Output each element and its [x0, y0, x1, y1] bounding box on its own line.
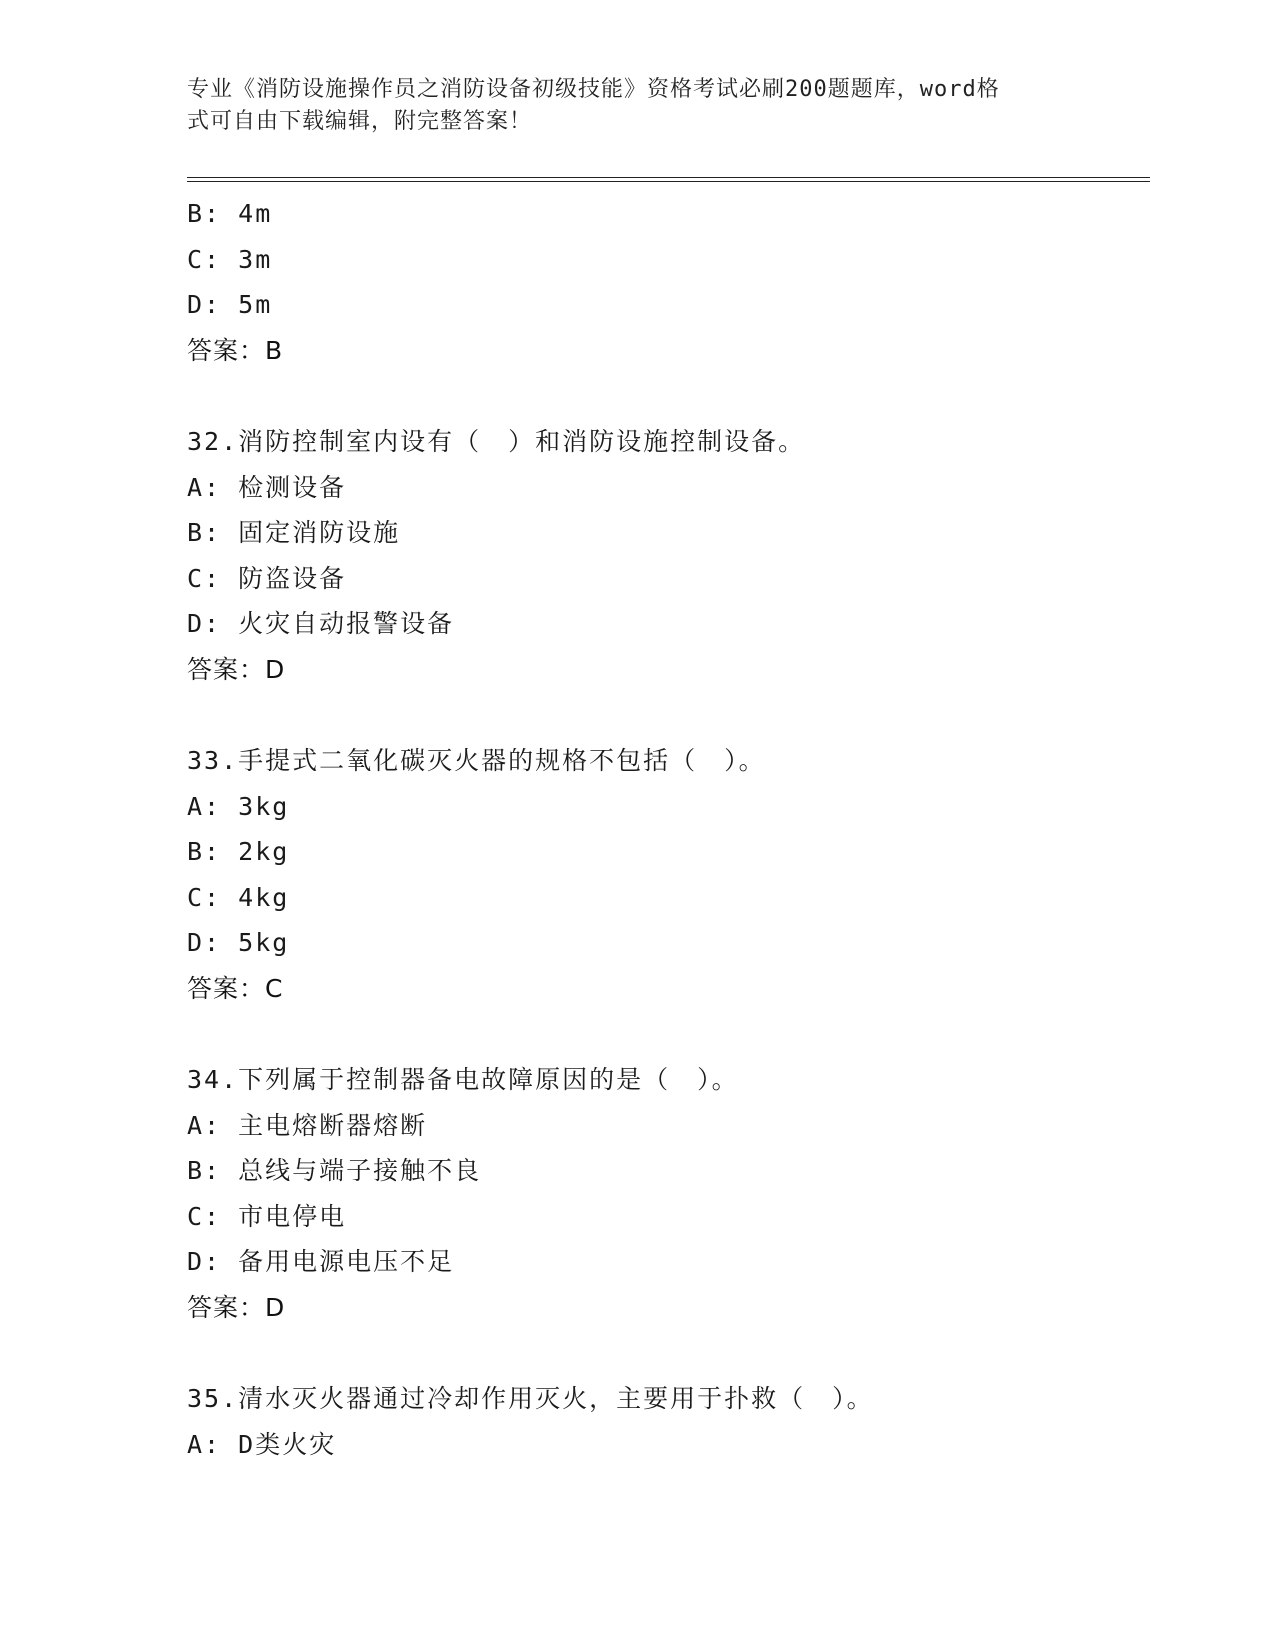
header-divider-bottom [187, 181, 1150, 182]
header-divider-top [187, 177, 1150, 178]
option-a: A: 3kg [187, 791, 290, 821]
option-d: D: 火灾自动报警设备 [187, 609, 455, 638]
option-d: D: 5kg [187, 928, 290, 957]
question-text: 32.消防控制室内设有（ ）和消防设施控制设备。 [187, 427, 806, 456]
question-list [187, 191, 1147, 1467]
question-32 [187, 419, 1147, 692]
question-31-continued [187, 191, 1147, 373]
option-d: D: 备用电源电压不足 [187, 1247, 455, 1276]
option-a: A: 检测设备 [187, 472, 347, 502]
header-line-1: 专业《消防设施操作员之消防设备初级技能》资格考试必刷200题题库，word格 [187, 77, 1000, 102]
option-c: C: 市电停电 [187, 1201, 347, 1231]
option-b: B: 2kg [187, 837, 290, 866]
question-text: 35.清水灭火器通过冷却作用灭火，主要用于扑救（ ）。 [187, 1384, 874, 1413]
header-line-2: 式可自由下载编辑，附完整答案！ [187, 109, 533, 134]
option-c: C: 4kg [187, 882, 290, 912]
answer-line: 答案：D [187, 654, 286, 684]
option-a: A: D类火灾 [187, 1429, 337, 1459]
answer-line: 答案：B [187, 335, 284, 365]
question-34 [187, 1057, 1147, 1330]
option-a: A: 主电熔断器熔断 [187, 1110, 428, 1140]
option-c: C: 防盗设备 [187, 563, 347, 593]
option-c: C: 3m [187, 244, 273, 274]
document-header [187, 74, 1067, 138]
option-b: B: 4m [187, 199, 273, 228]
answer-line: 答案：D [187, 1292, 286, 1322]
option-b: B: 总线与端子接触不良 [187, 1156, 482, 1185]
question-text: 34.下列属于控制器备电故障原因的是（ ）。 [187, 1065, 739, 1094]
question-33 [187, 738, 1147, 1011]
answer-line: 答案：C [187, 973, 284, 1003]
option-b: B: 固定消防设施 [187, 518, 401, 547]
option-d: D: 5m [187, 290, 273, 319]
question-35 [187, 1376, 1147, 1467]
question-text: 33.手提式二氧化碳灭火器的规格不包括（ ）。 [187, 746, 766, 775]
